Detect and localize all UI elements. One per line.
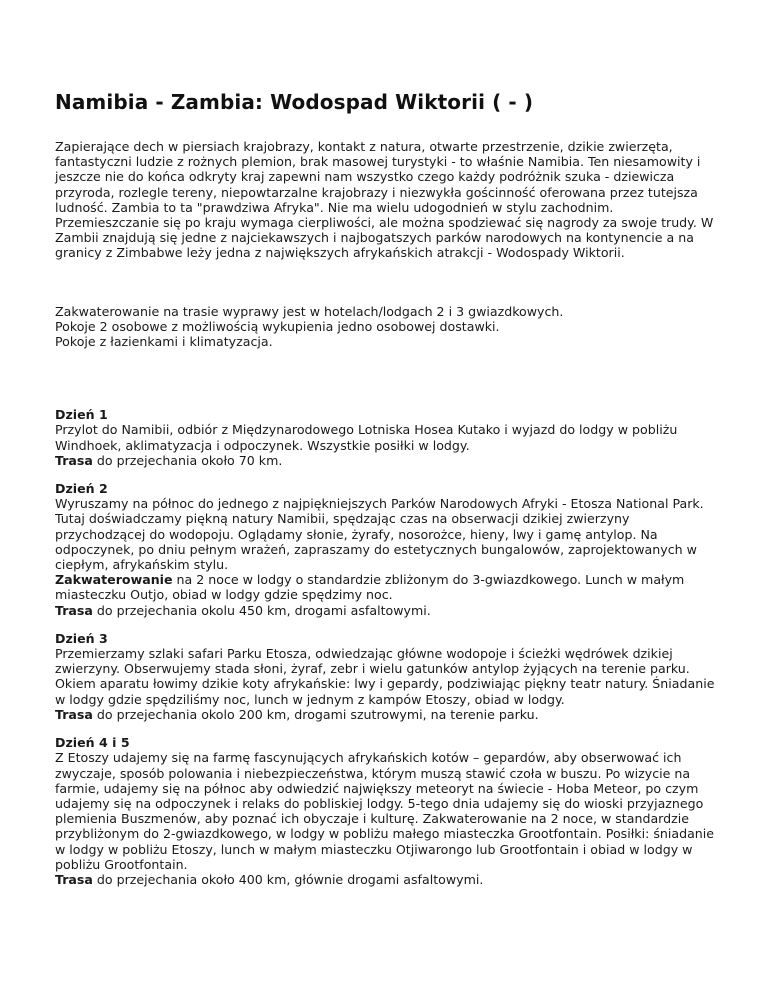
day-3-route-text: do przejechania okolo 200 km, drogami szutrowymi, na terenie parku. xyxy=(92,706,539,722)
page-title: Namibia - Zambia: Wodospad Wiktorii ( - ) xyxy=(55,90,534,114)
day-2-text: Wyruszamy na północ do jednego z najpiękniejszych Parków Narodowych Afryki - Etosza National Park. Tutaj doświadczamy piękną natury Namibii, spędzając czas na obserwacji dzikiej zwierzyny przychodzącej do wodopoju. Oglądamy słonie, żyrafy, nosorożce, hieny, lwy i gamę antylop. Na odpoczynek, po dniu pełnym wrażeń, zapraszamy do estetycznych bungalowów, zaprojektowanych w ciepłym, afrykańskim stylu. xyxy=(55,496,704,573)
lodging-line-3: Pokoje z łazienkami i klimatyzacja. xyxy=(55,334,273,350)
day-1 xyxy=(55,407,718,468)
intro-paragraph: Zapierające dech w piersiach krajobrazy, kontakt z natura, otwarte przestrzenie, dzikie zwierzęta, fantastyczni ludzie z rożnych plemion, brak masowej turystyki - to właśnie Namibia. Ten niesamowity i jeszcze nie do końca odkryty kraj zapewni nam wszystko czego każdy podróżnik szuka - dziewicza przyroda, rozlegle tereny, niepowtarzalne krajobrazy i niezwykła gościnność oferowana przez tutejsza ludność. Zambia to ta "prawdziwa Afryka". Nie ma wielu udogodnień w stylu zachodnim. Przemieszczanie się po kraju wymaga cierpliwości, ale można spodziewać się nagrody za swoje trudy. W Zambii znajdują się jedne z najciekawszych i najbogatszych parków narodowych na kontynencie a na granicy z Zimbabwe leży jedna z największych afrykańskich atrakcji - Wodospady Wiktorii. xyxy=(55,139,714,261)
day-1-text: Przylot do Namibii, odbiór z Międzynarodowego Lotniska Hosea Kutako i wyjazd do lodgy w pobliżu Windhoek, aklimatyzacja i odpoczynek. Wszystkie posiłki w lodgy. xyxy=(55,422,678,453)
day-2-title: Dzień 2 xyxy=(55,481,108,497)
day-4-5-title: Dzień 4 i 5 xyxy=(55,735,130,751)
day-4-5-route-text: do przejechania około 400 km, głównie drogami asfaltowymi. xyxy=(92,871,484,887)
day-2-lodging-label: Zakwaterowanie xyxy=(55,572,173,588)
day-3-title: Dzień 3 xyxy=(55,630,108,646)
day-3 xyxy=(55,631,718,722)
day-4-5-text: Z Etoszy udajemy się na farmę fascynujących afrykańskich kotów – gepardów, aby obserwować ich zwyczaje, sposób polowania i niebezpieczeństwa, którym muszą stawić czoła w buszu. Po wizycie na farmie, udajemy się na północ aby odwiedzić największy meteoryt na świecie - Hoba Meteor, po czym udajemy się na odpoczynek i relaks do pobliskiej lodgy. 5-tego dnia udajemy się do wioski przyjaznego plemienia Buszmenów, aby poznać ich obyczaje i kulturę. Zakwaterowanie na 2 noce, w standardzie przybliżonym do 2-gwiazdkowego, w lodgy w pobliżu małego miasteczka Grootfontain. Posiłki: śniadanie w lodgy w pobliżu Etoszy, lunch w małym miasteczku Otjiwarongo lub Grootfontain i obiad w lodgy w pobliżu Grootfontain. xyxy=(55,750,715,872)
day-1-route-label: Trasa xyxy=(55,452,93,468)
day-3-route-label: Trasa xyxy=(55,706,93,722)
lodging-info xyxy=(55,304,718,350)
day-3-text: Przemierzamy szlaki safari Parku Etosza, odwiedzając główne wodopoje i ścieżki wędrówek dzikiej zwierzyny. Obserwujemy stada słoni, żyraf, zebr i wielu gatunków antylop żyjących na terenie parku. Okiem aparatu łowimy dzikie koty afrykańskie: lwy i gepardy, podziwiając piękny teatr natury. Śniadanie w lodgy gdzie spędziliśmy noc, lunch w jednym z kampów Etoszy, obiad w lodgy. xyxy=(55,646,715,707)
lodging-line-2: Pokoje 2 osobowe z możliwością wykupienia jedno osobowej dostawki. xyxy=(55,318,500,334)
day-4-5-route-label: Trasa xyxy=(55,871,93,887)
day-1-route-text: do przejechania około 70 km. xyxy=(92,452,283,468)
day-4-5 xyxy=(55,735,718,887)
itinerary xyxy=(55,407,718,887)
day-2-lodging-text: na 2 noce w lodgy o standardzie zbliżonym do 3-gwiazdkowego. Lunch w małym miasteczku Outjo, obiad w lodgy gdzie spędzimy noc. xyxy=(55,572,685,603)
day-1-title: Dzień 1 xyxy=(55,407,108,423)
day-2-route-text: do przejechania okolu 450 km, drogami asfaltowymi. xyxy=(92,602,431,618)
day-2 xyxy=(55,481,718,618)
lodging-line-1: Zakwaterowanie na trasie wyprawy jest w hotelach/lodgach 2 i 3 gwiazdkowych. xyxy=(55,303,564,319)
day-2-route-label: Trasa xyxy=(55,602,93,618)
